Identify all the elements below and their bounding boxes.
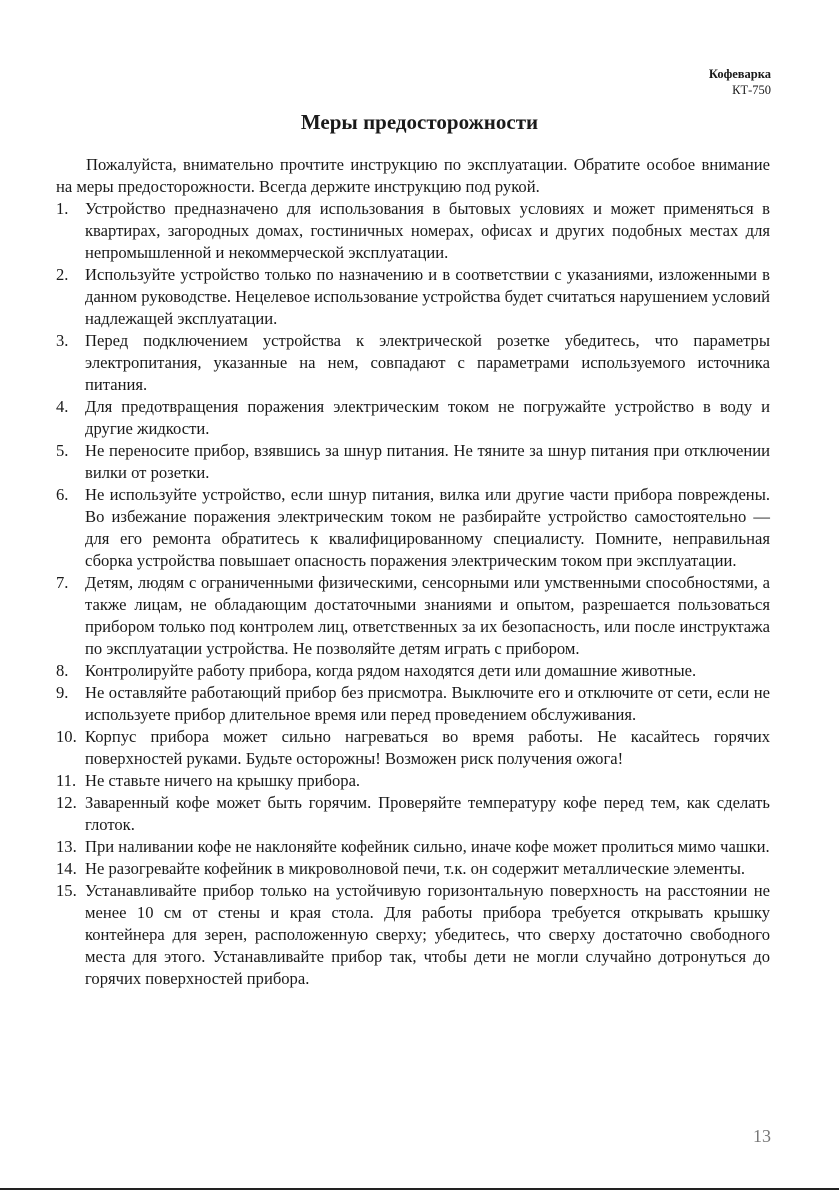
document-body bbox=[56, 154, 770, 990]
list-item-text: Не оставляйте работающий прибор без присмотра. Выключите его и отключите от сети, если не используете прибор длительное время или перед проведением обслуживания. bbox=[85, 683, 770, 724]
list-item bbox=[56, 726, 770, 770]
list-item-text: При наливании кофе не наклоняйте кофейник сильно, иначе кофе может пролиться мимо чашки. bbox=[85, 837, 770, 856]
page-number: 13 bbox=[753, 1126, 771, 1146]
list-item-number: 14. bbox=[56, 859, 77, 878]
list-item bbox=[56, 396, 770, 440]
list-item bbox=[56, 880, 770, 990]
list-item-number: 7. bbox=[56, 573, 69, 592]
list-item bbox=[56, 682, 770, 726]
list-item-number: 1. bbox=[56, 199, 69, 218]
list-item-text: Устройство предназначено для использования в бытовых условиях и может применяться в квартирах, загородных домах, гостиничных номерах, офисах и других подобных местах для непромышленной и некоммерческой эксплуатации. bbox=[85, 199, 770, 262]
list-item-number: 9. bbox=[56, 683, 69, 702]
list-item-text: Не ставьте ничего на крышку прибора. bbox=[85, 771, 361, 790]
list-item bbox=[56, 836, 770, 858]
list-item bbox=[56, 660, 770, 682]
page-title: Меры предосторожности bbox=[300, 110, 539, 134]
list-item-text: Корпус прибора может сильно нагреваться во время работы. Не касайтесь горячих поверхностей руками. Будьте осторожны! Возможен риск получения ожога! bbox=[85, 727, 770, 768]
list-item bbox=[56, 440, 770, 484]
list-item-number: 2. bbox=[56, 265, 69, 284]
list-item-text: Заваренный кофе может быть горячим. Проверяйте температуру кофе перед тем, как сделать глоток. bbox=[85, 793, 770, 834]
list-item-number: 11. bbox=[56, 771, 77, 790]
list-item bbox=[56, 858, 770, 880]
list-item-number: 10. bbox=[56, 727, 77, 746]
list-item bbox=[56, 330, 770, 396]
bottom-divider bbox=[0, 1188, 839, 1190]
page-header bbox=[709, 66, 771, 98]
list-item-text: Не разогревайте кофейник в микроволновой печи, т.к. он содержит металлические элементы. bbox=[85, 859, 746, 878]
list-item-number: 3. bbox=[56, 331, 69, 350]
list-item bbox=[56, 484, 770, 572]
list-item-number: 5. bbox=[56, 441, 69, 460]
list-item-text: Перед подключением устройства к электрической розетке убедитесь, что параметры электропитания, указанные на нем, совпадают с параметрами используемого источника питания. bbox=[85, 331, 770, 394]
product-name: Кофеварка bbox=[708, 67, 771, 81]
list-item-text: Используйте устройство только по назначению и в соответствии с указаниями, изложенными в данном руководстве. Нецелевое использование устройства будет считаться нарушением условий надлежащей эксплуатации. bbox=[85, 265, 770, 328]
list-item bbox=[56, 572, 770, 660]
list-item-number: 8. bbox=[56, 661, 69, 680]
list-item-number: 15. bbox=[56, 881, 77, 900]
list-item-number: 4. bbox=[56, 397, 69, 416]
precautions-list bbox=[56, 198, 770, 990]
list-item bbox=[56, 264, 770, 330]
list-item-text: Не переносите прибор, взявшись за шнур питания. Не тяните за шнур питания при отключении вилки от розетки. bbox=[85, 441, 770, 482]
list-item bbox=[56, 770, 770, 792]
intro-paragraph: Пожалуйста, внимательно прочтите инструкцию по эксплуатации. Обратите особое внимание на меры предосторожности. Всегда держите инструкцию под рукой. bbox=[56, 155, 770, 196]
list-item-text: Детям, людям с ограниченными физическими, сенсорными или умственными способностями, а также лицам, не обладающим достаточными знаниями и опытом, разрешается пользоваться прибором только под контролем лиц, ответственных за их безопасность, или после инструктажа по эксплуатации устройства. Не позволяйте детям играть с прибором. bbox=[85, 573, 770, 658]
list-item-text: Для предотвращения поражения электрическим током не погружайте устройство в воду и другие жидкости. bbox=[85, 397, 770, 438]
list-item-number: 13. bbox=[56, 837, 77, 856]
list-item-number: 12. bbox=[56, 793, 77, 812]
list-item bbox=[56, 792, 770, 836]
list-item-text: Контролируйте работу прибора, когда рядом находятся дети или домашние животные. bbox=[85, 661, 697, 680]
list-item-number: 6. bbox=[56, 485, 69, 504]
list-item-text: Устанавливайте прибор только на устойчивую горизонтальную поверхность на расстоянии не менее 10 см от стены и края стола. Для работы прибора требуется открывать крышку контейнера для зерен, расположенную сверху; убедитесь, что сверху достаточно свободного места для этого. Устанавливайте прибор так, чтобы дети не могли случайно дотронуться до горячих поверхностей прибора. bbox=[85, 881, 770, 988]
product-model: КТ-750 bbox=[732, 83, 771, 97]
list-item-text: Не используйте устройство, если шнур питания, вилка или другие части прибора повреждены. Во избежание поражения электрическим током не разбирайте устройство самостоятельно — для его ремонта обратитесь к квалифицированному специалисту. Помните, неправильная сборка устройства повышает опасность поражения электрическим током при эксплуатации. bbox=[85, 485, 770, 570]
list-item bbox=[56, 198, 770, 264]
